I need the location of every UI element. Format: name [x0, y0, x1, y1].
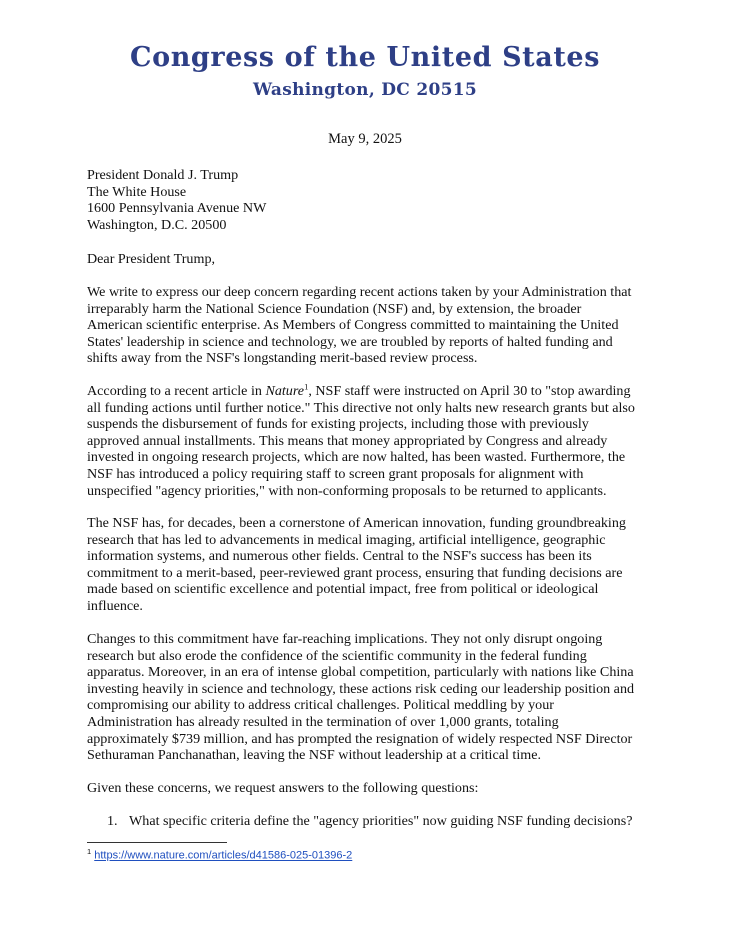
footnote-divider: [87, 842, 227, 843]
question-list: [107, 813, 667, 830]
paragraph-line: apparatus. Moreover, in an era of intense global competition, particularly with nations like China: [87, 664, 634, 681]
paragraph-line: Changes to this commitment have far-reaching implications. They not only disrupt ongoing: [87, 631, 603, 647]
address-line: President Donald J. Trump: [87, 167, 239, 183]
paragraph-3: [87, 515, 653, 615]
footnote-ref[interactable]: 1: [304, 381, 309, 392]
salutation: Dear President Trump,: [87, 251, 216, 267]
paragraph-line: commitment to a merit-based, peer-reviewed grant process, ensuring that funding decisions are: [87, 564, 623, 581]
footnote: [87, 847, 352, 862]
paragraph-line: all funding actions until further notice." This directive not only halts new research grants but also: [87, 399, 635, 416]
letter-date: May 9, 2025: [328, 131, 402, 147]
paragraph-line: States' leadership in science and technology, we are troubled by reports of halted funding and: [87, 333, 613, 350]
paragraph-line: approximately $739 million, and has prompted the resignation of widely respected NSF Director: [87, 730, 633, 747]
journal-name: Nature: [265, 383, 305, 399]
paragraph-line: The NSF has, for decades, been a cornerstone of American innovation, funding groundbreaking: [87, 515, 626, 531]
question-text: What specific criteria define the "agency priorities" now guiding NSF funding decisions?: [129, 813, 633, 829]
footnote-link[interactable]: https://www.nature.com/articles/d41586-025-01396-2: [94, 849, 353, 862]
paragraph-line: suspends the disbursement of funds for existing projects, including those with previously: [87, 416, 589, 433]
paragraph-line: Sethuraman Panchanathan, leaving the NSF without leadership at a critical time.: [87, 747, 542, 764]
paragraph-line: NSF has introduced a policy requiring staff to screen grant proposals for alignment with: [87, 465, 584, 482]
paragraph-text: According to a recent article in: [87, 383, 266, 399]
address-line: 1600 Pennsylvania Avenue NW: [87, 200, 267, 217]
paragraph-1: [87, 284, 653, 367]
paragraph-text: , NSF staff were instructed on April 30 to "stop awarding: [308, 383, 631, 399]
paragraph-line: information systems, and numerous other fields. Central to the NSF's success has been its: [87, 548, 592, 565]
question-number: 1.: [107, 813, 118, 829]
letterhead-title: Congress of the United States: [130, 42, 600, 73]
paragraph-line: approved annual installments. This means that money appropriated by Congress and already: [87, 432, 608, 449]
address-line: Washington, D.C. 20500: [87, 216, 227, 233]
recipient-address: [87, 167, 653, 233]
paragraph-line: research but also erode the confidence of the scientific community in the federal funding: [87, 647, 587, 664]
paragraph-line: unspecified "agency priorities," with non-conforming proposals to be returned to applicants.: [87, 482, 607, 499]
paragraph-line: American scientific enterprise. As Members of Congress committed to maintaining the United: [87, 317, 619, 334]
paragraph-5: Given these concerns, we request answers to the following questions:: [87, 780, 479, 796]
paragraph-line: We write to express our deep concern regarding recent actions taken by your Administration that: [87, 284, 632, 300]
letterhead-subtitle: Washington, DC 20515: [253, 80, 477, 100]
paragraph-line: irreparably harm the National Science Foundation (NSF) and, by extension, the broader: [87, 300, 582, 317]
paragraph-line: investing heavily in science and technology, these actions risk ceding our leadership position and: [87, 680, 635, 697]
footnote-mark: 1: [87, 847, 92, 856]
paragraph-line: research that has led to advancements in medical imaging, artificial intelligence, geographic: [87, 531, 606, 548]
paragraph-line: shifts away from the NSF's longstanding merit-based review process.: [87, 350, 478, 367]
paragraph-line: compromising our ability to address critical challenges. Political meddling by your: [87, 697, 554, 714]
paragraph-line: influence.: [87, 597, 143, 614]
paragraph-line: [87, 383, 653, 400]
paragraph-line: invested in ongoing research projects, which are now halted, has been wasted. Furthermore, the: [87, 449, 626, 466]
paragraph-line: Administration has already resulted in the termination of over 1,000 grants, totaling: [87, 713, 559, 730]
paragraph-2: [87, 383, 653, 499]
list-item: [107, 813, 667, 830]
paragraph-4: [87, 631, 653, 764]
paragraph-line: made based on scientific excellence and potential impact, free from political or ideological: [87, 581, 599, 598]
address-line: The White House: [87, 183, 187, 200]
